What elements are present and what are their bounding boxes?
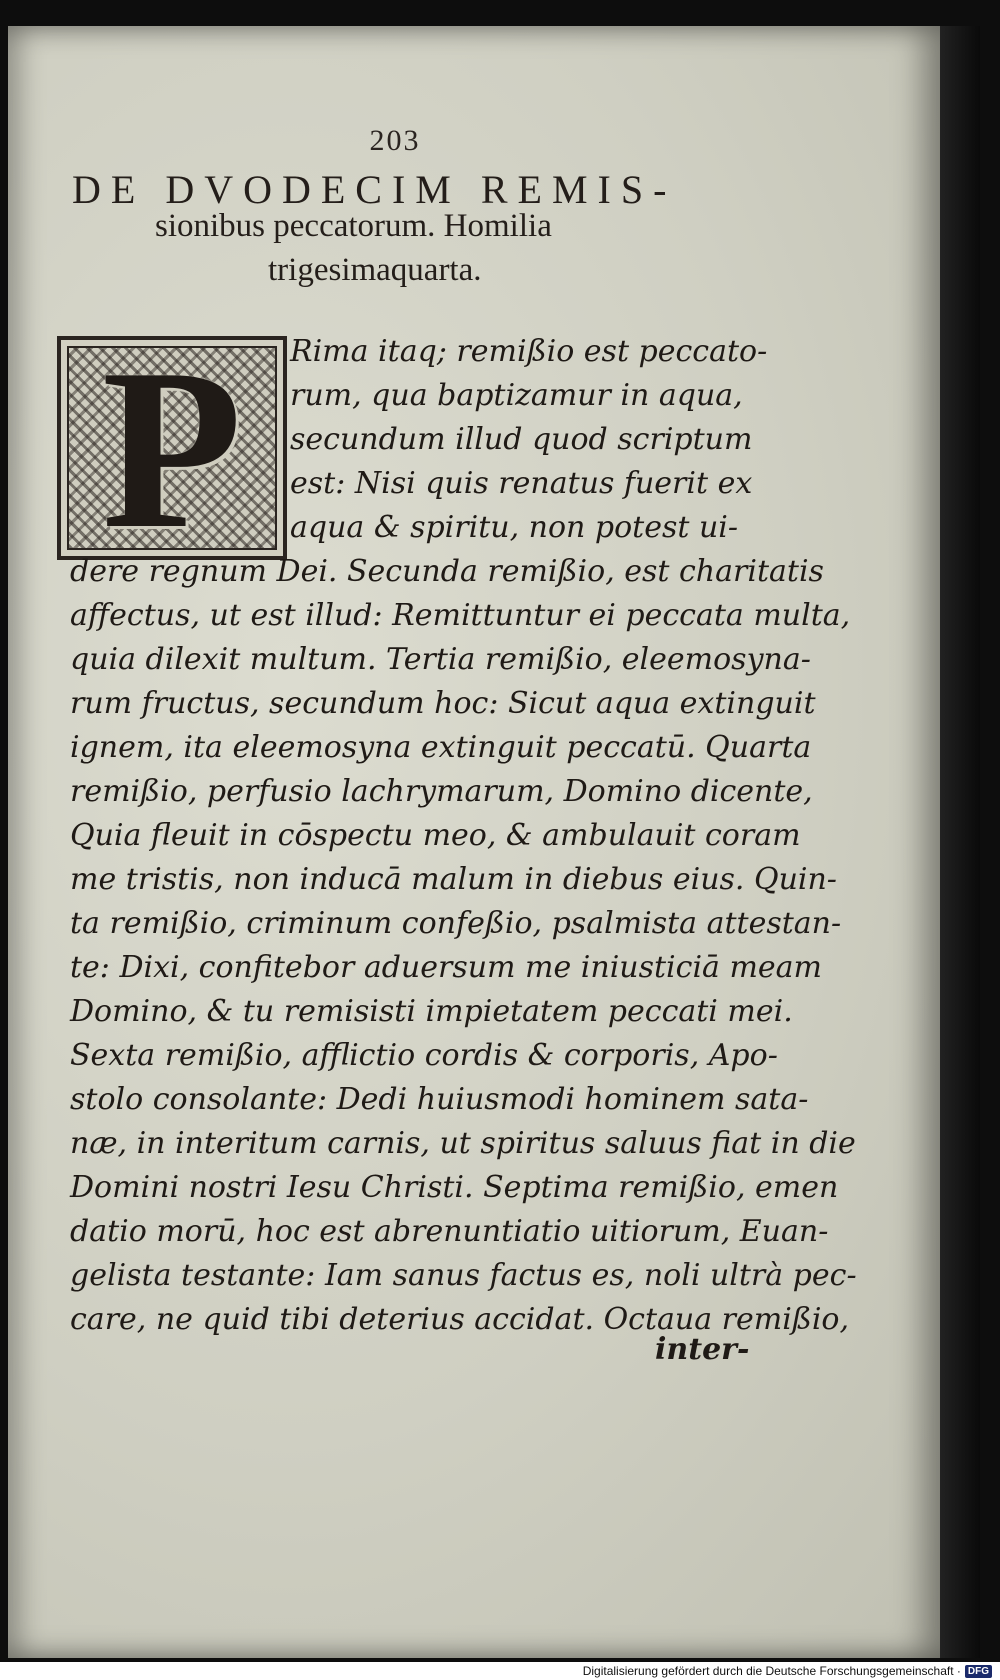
body-line: affectus, ut est illud: Remittuntur ei peccata multa, xyxy=(70,598,851,633)
dfg-logo-icon: DFG xyxy=(965,1665,992,1678)
homily-title-line-1: DE DVODECIM REMIS- xyxy=(72,167,677,212)
body-line: rum, qua baptizamur in aqua, xyxy=(290,378,743,413)
body-line: quia dilexit multum. Tertia remißio, eleemosyna- xyxy=(70,642,811,677)
body-line: Domino, & tu remisisti impietatem peccati mei. xyxy=(70,994,793,1029)
catchword: inter- xyxy=(655,1332,750,1367)
page-edge xyxy=(940,26,980,1658)
homily-title-line-2: sionibus peccatorum. Homilia xyxy=(155,208,552,244)
body-line: ignem, ita eleemosyna extinguit peccatū. Quarta xyxy=(70,730,812,765)
body-line: te: Dixi, confitebor aduersum me iniusticiā meam xyxy=(70,950,823,985)
initial-letter: P xyxy=(101,321,243,576)
body-line: datio morū, hoc est abrenuntiatio uitiorum, Euan- xyxy=(70,1214,829,1249)
body-line: secundum illud quod scriptum xyxy=(290,422,753,457)
body-line: me tristis, non inducā malum in diebus eius. Quin- xyxy=(70,862,837,897)
body-line: Sexta remißio, afflictio cordis & corporis, Apo- xyxy=(70,1038,778,1073)
body-line: aqua & spiritu, non potest ui- xyxy=(290,510,739,545)
body-line: Rima itaq; remißio est peccato- xyxy=(290,334,768,369)
homily-title-line-3: trigesimaquarta. xyxy=(268,252,482,288)
initial-ornament xyxy=(67,321,277,576)
footer-credit: Digitalisierung gefördert durch die Deutsche Forschungsgemeinschaft · xyxy=(582,1664,961,1678)
body-line: Domini nostri Iesu Christi. Septima remißio, emen xyxy=(70,1170,839,1205)
decorated-initial xyxy=(57,321,287,576)
body-line: Quia fleuit in cōspectu meo, & ambulauit coram xyxy=(70,818,801,853)
body-line: est: Nisi quis renatus fuerit ex xyxy=(290,466,753,501)
page-number: 203 xyxy=(369,124,421,157)
body-line: ta remißio, criminum confeßio, psalmista attestan- xyxy=(70,906,842,941)
body-line: remißio, perfusio lachrymarum, Domino dicente, xyxy=(70,774,813,809)
digitization-footer xyxy=(583,1662,992,1680)
body-line: næ, in interitum carnis, ut spiritus saluus fiat in die xyxy=(70,1126,856,1161)
body-line: care, ne quid tibi deterius accidat. Octaua remißio, xyxy=(70,1302,850,1337)
body-line: dere regnum Dei. Secunda remißio, est charitatis xyxy=(70,554,824,589)
body-line: rum fructus, secundum hoc: Sicut aqua extinguit xyxy=(70,686,816,721)
body-line: stolo consolante: Dedi huiusmodi hominem sata- xyxy=(70,1082,809,1117)
body-line: gelista testante: Iam sanus factus es, noli ultrà pec- xyxy=(70,1258,857,1293)
